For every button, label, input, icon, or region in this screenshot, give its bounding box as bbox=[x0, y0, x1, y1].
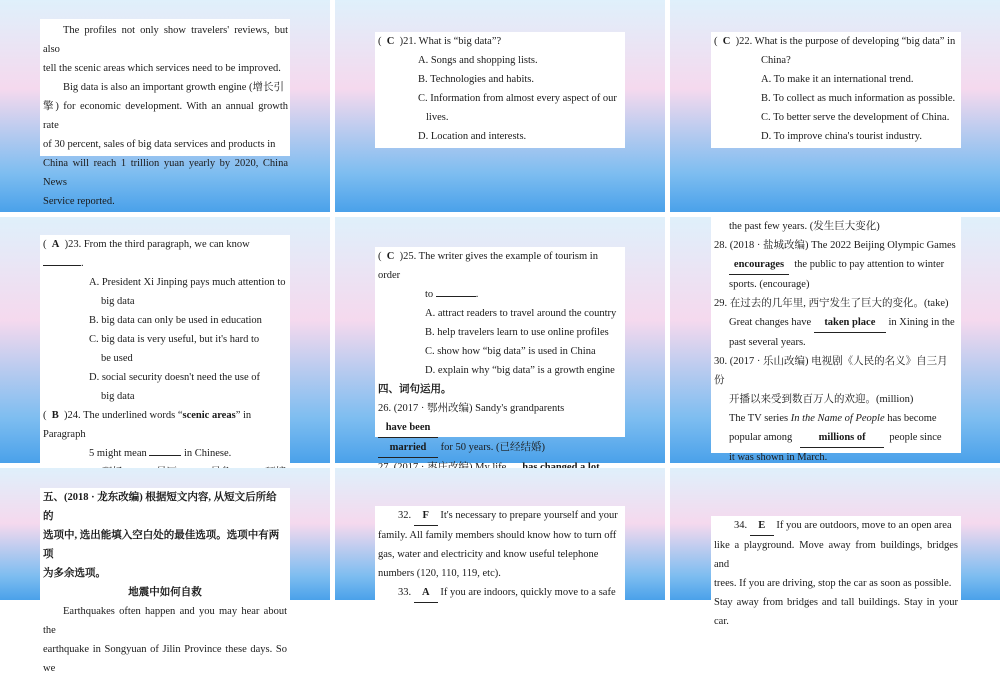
passage-title: 地震中如何自救 bbox=[128, 587, 202, 598]
text: in Chinese. bbox=[184, 448, 232, 459]
option: A. President Xi Jinping pays much attention to bbox=[89, 277, 286, 288]
answer-29: taken place bbox=[814, 313, 886, 333]
option: C. show how “big data” is used in China bbox=[425, 346, 596, 357]
text-line: trees. If you are driving, stop the car as soon as possible. bbox=[714, 578, 952, 589]
text-line: Earthquakes often happen and you may hear about the bbox=[43, 606, 287, 636]
text-line: numbers (120, 110, 119, etc). bbox=[378, 568, 501, 579]
text-line: past several years. bbox=[729, 337, 806, 348]
question-text: 24. The underlined words “ bbox=[67, 410, 183, 421]
text-line: like a playground. Move away from buildings, bridges and bbox=[714, 540, 958, 570]
section-heading: 四、词句运用。 bbox=[378, 384, 452, 395]
text: people since bbox=[889, 432, 942, 443]
answer-30: millions of bbox=[800, 428, 884, 448]
text-line: earthquake in Songyuan of Jilin Province these days. So we bbox=[43, 644, 287, 674]
question-25-cont: to . bbox=[425, 289, 479, 300]
question-24: ( B )24. The underlined words “scenic areas” in Paragraph bbox=[43, 410, 252, 440]
punct: . bbox=[81, 258, 84, 269]
question-text: ” in Paragraph bbox=[43, 410, 252, 440]
question-card bbox=[40, 235, 290, 463]
question-card bbox=[375, 247, 625, 453]
question-text: 25. The writer gives the example of tourism in order bbox=[378, 251, 598, 281]
question-21: ( C )21. What is “big data”? bbox=[378, 36, 502, 47]
option: D. Location and interests. bbox=[418, 131, 527, 142]
question-32 bbox=[378, 506, 622, 526]
slide-tile-8 bbox=[335, 468, 665, 600]
number: 32. bbox=[398, 510, 412, 521]
blank bbox=[149, 455, 181, 456]
passage-card bbox=[375, 506, 625, 600]
section-heading: 选项中, 选出能填入空白处的最佳选项。选项中有两项 bbox=[43, 530, 280, 560]
text-line: sports. (encourage) bbox=[729, 279, 810, 290]
option-cont: be used bbox=[101, 353, 133, 364]
number: 34. bbox=[734, 520, 748, 531]
text-line: family. All family members should know how to turn off bbox=[378, 530, 617, 541]
question-29: 29. 在过去的几年里, 西宁发生了巨大的变化。(take) bbox=[714, 298, 949, 309]
text: Great changes have bbox=[729, 317, 812, 328]
option: D. explain why “big data” is a growth engine bbox=[425, 365, 615, 376]
text-line: 擎) for economic development. With an annual growth rate bbox=[43, 101, 288, 131]
option: B. Technologies and habits. bbox=[418, 74, 535, 85]
question-30-cont bbox=[714, 428, 958, 448]
slide-tile-3 bbox=[670, 0, 1000, 212]
passage-card bbox=[40, 488, 290, 674]
text: in Xining in the bbox=[888, 317, 955, 328]
text-line: Service reported. bbox=[43, 196, 115, 207]
option: B. big data can only be used in education bbox=[89, 315, 262, 326]
answer-34: E bbox=[750, 516, 774, 536]
option: C. Information from almost every aspect of our bbox=[418, 93, 617, 104]
series-title: In the Name of People bbox=[790, 413, 885, 424]
answer-28: encourages bbox=[729, 255, 789, 275]
option-cont: big data bbox=[101, 296, 135, 307]
question-25: ( C )25. The writer gives the example of tourism in order bbox=[378, 251, 598, 281]
question-34 bbox=[714, 516, 958, 536]
question-text-cont: China? bbox=[761, 55, 791, 66]
text-line: Stay away from bridges and tall buildings. Stay in your car. bbox=[714, 597, 958, 627]
text: 5 might mean bbox=[89, 448, 147, 459]
question-24-cont bbox=[43, 444, 287, 463]
answer-25: C bbox=[386, 251, 395, 262]
slide-tile-7 bbox=[0, 468, 330, 674]
answer-21: C bbox=[386, 36, 395, 47]
text: If you are outdoors, move to an open area bbox=[776, 520, 952, 531]
question-28: 28. (2018 · 盐城改编) The 2022 Beijing Olympic Games bbox=[714, 240, 956, 251]
option-cont: big data bbox=[101, 391, 135, 402]
slide-tile-5 bbox=[335, 217, 665, 463]
question-26-cont bbox=[378, 438, 622, 458]
question-30-cont bbox=[714, 409, 958, 428]
text: popular among bbox=[729, 432, 793, 443]
option: B. To collect as much information as possible. bbox=[761, 93, 956, 104]
text-line: gas, water and electricity and know useful telephone bbox=[378, 549, 599, 560]
text-line: it was shown in March. bbox=[729, 452, 828, 463]
option: D. social security doesn't need the use of bbox=[89, 372, 261, 383]
answer-23: A bbox=[51, 239, 60, 250]
question-22: ( C )22. What is the purpose of developing “big data” in bbox=[714, 36, 956, 47]
question-text: 23. From the third paragraph, we can know bbox=[68, 239, 250, 250]
option: B. help travelers learn to use online profiles bbox=[425, 327, 609, 338]
slide-tile-4 bbox=[0, 217, 330, 463]
slide-tile-2 bbox=[335, 0, 665, 212]
blank bbox=[43, 265, 81, 266]
option: A. attract readers to travel around the country bbox=[425, 308, 617, 319]
question-28-cont bbox=[714, 255, 958, 275]
answer-32: F bbox=[414, 506, 438, 526]
text: The TV series bbox=[729, 413, 789, 424]
answer-22: C bbox=[722, 36, 731, 47]
question-text: 22. What is the purpose of developing “big data” in bbox=[739, 36, 956, 47]
option: D. To improve china's tourist industry. bbox=[761, 131, 922, 142]
text-line: the past few years. (发生巨大变化) bbox=[729, 221, 880, 232]
text: 26. (2017 · 鄂州改编) Sandy's grandparents bbox=[378, 403, 565, 414]
question-33 bbox=[378, 583, 622, 603]
passage-card bbox=[40, 19, 290, 207]
text: the public to pay attention to winter bbox=[794, 259, 945, 270]
blank bbox=[436, 296, 476, 297]
answer-24: B bbox=[51, 410, 59, 421]
number: 33. bbox=[398, 587, 412, 598]
answer-26a: have been bbox=[378, 418, 438, 438]
question-29-cont bbox=[714, 313, 958, 333]
question-text: 21. What is “big data”? bbox=[403, 36, 502, 47]
slide-tile-1 bbox=[0, 0, 330, 212]
text-line: 开播以来受到数百万人的欢迎。(million) bbox=[729, 394, 914, 405]
text-line: China will reach 1 trillion yuan yearly by 2020, China News bbox=[43, 158, 288, 188]
option: C. big data is very useful, but it's hard to bbox=[89, 334, 260, 345]
text: to bbox=[425, 289, 434, 300]
answer-26b: married bbox=[378, 438, 438, 458]
option: A. Songs and shopping lists. bbox=[418, 55, 538, 66]
text: has become bbox=[887, 413, 937, 424]
question-26 bbox=[378, 399, 622, 438]
section-heading: 为多余选项。 bbox=[43, 568, 106, 579]
underlined-words: scenic areas bbox=[182, 410, 236, 421]
option: C. To better serve the development of China. bbox=[761, 112, 950, 123]
text-line: The profiles not only show travelers' reviews, but also bbox=[43, 25, 288, 55]
question-card bbox=[375, 32, 625, 148]
text: It's necessary to prepare yourself and your bbox=[440, 510, 618, 521]
passage-card bbox=[711, 516, 961, 627]
text-line: tell the scenic areas which services need to be improved. bbox=[43, 63, 281, 74]
question-card bbox=[711, 217, 961, 463]
slide-tile-9 bbox=[670, 468, 1000, 627]
question-card bbox=[711, 32, 961, 148]
text: If you are indoors, quickly move to a safe bbox=[440, 587, 616, 598]
question-23: ( A )23. From the third paragraph, we can know . bbox=[43, 239, 250, 269]
text-line: of 30 percent, sales of big data services and products in bbox=[43, 139, 276, 150]
option: A. To make it an international trend. bbox=[761, 74, 914, 85]
text: for 50 years. (已经结婚) bbox=[440, 442, 546, 453]
slide-tile-6 bbox=[670, 217, 1000, 463]
text-line: Big data is also an important growth engine (增长引 bbox=[63, 82, 285, 93]
option-cont: lives. bbox=[426, 112, 449, 123]
answer-33: A bbox=[414, 583, 438, 603]
question-30: 30. (2017 · 乐山改编) 电视剧《人民的名义》自三月份 bbox=[714, 356, 948, 386]
section-heading: 五、(2018 · 龙东改编) 根据短文内容, 从短文后所给的 bbox=[43, 492, 277, 522]
